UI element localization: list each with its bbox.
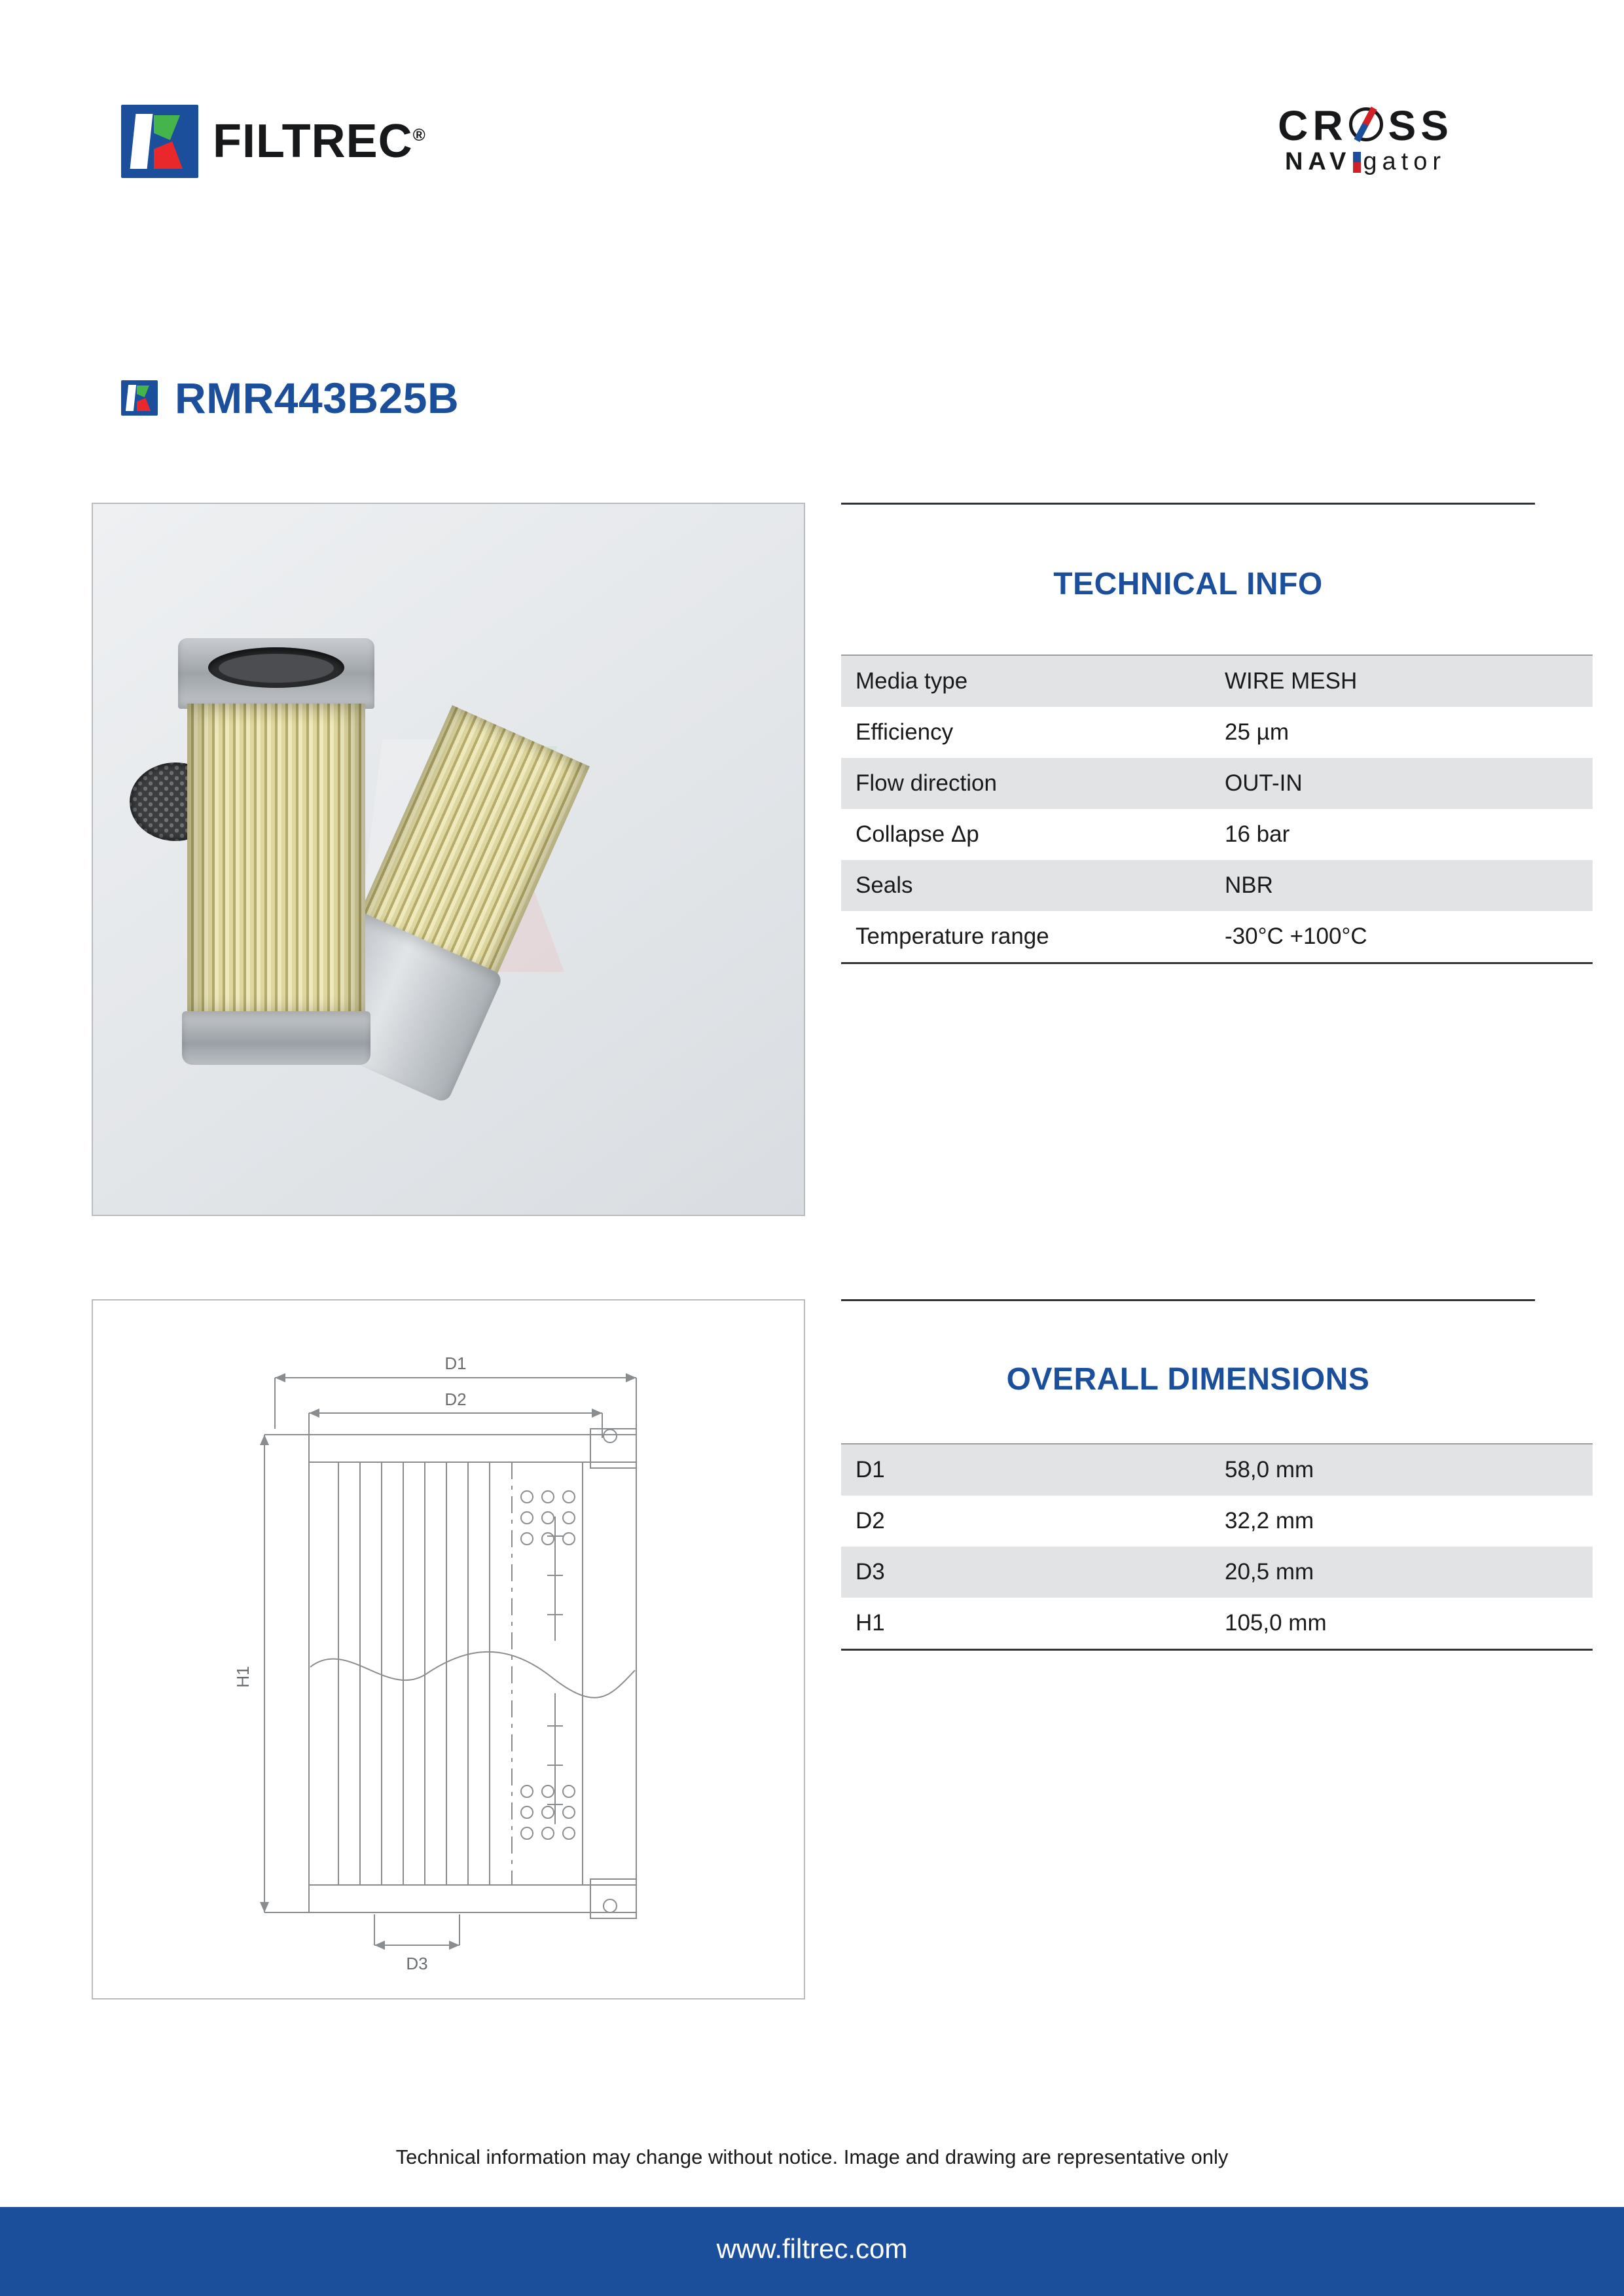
brand-registered-mark: ® (412, 125, 426, 145)
table-row (841, 707, 1593, 758)
drawing-label-d2: D2 (444, 1390, 467, 1409)
footer-bar (0, 2207, 1624, 2296)
brand-name-text: FILTREC (213, 115, 413, 168)
dimensions-heading: OVERALL DIMENSIONS (1006, 1362, 1370, 1397)
tech-key-flow-direction: Flow direction (841, 758, 1210, 809)
table-row (841, 655, 1593, 707)
table-row (841, 860, 1593, 911)
navigator-wordmark (1228, 149, 1503, 174)
filter-element-upright (178, 638, 374, 1067)
table-row (841, 1444, 1593, 1496)
compass-ring-icon (1348, 106, 1388, 147)
drawing-label-d1: D1 (444, 1354, 467, 1373)
dim-value-d1: 58,0 mm (1210, 1444, 1593, 1496)
tech-key-efficiency: Efficiency (856, 719, 954, 745)
tech-value-efficiency: 25 µm (1225, 719, 1289, 745)
tech-key-collapse-dp: Collapse Δp (856, 821, 979, 847)
tech-value-seals: NBR (1210, 860, 1593, 911)
table-row (841, 1496, 1593, 1547)
filtrec-small-logo-icon (121, 380, 158, 416)
brand-name (213, 115, 426, 168)
tech-value-temperature-range: -30°C +100°C (1210, 911, 1593, 963)
filtrec-logo-icon (121, 105, 198, 178)
dim-value-d3: 20,5 mm (1210, 1547, 1593, 1598)
part-number-title: RMR443B25B (175, 374, 460, 422)
compass-needle-icon (1353, 152, 1361, 173)
tech-info-top-rule (841, 503, 1535, 505)
table-row (841, 911, 1593, 963)
dimensions-table (841, 1443, 1593, 1651)
table-row (841, 1598, 1593, 1650)
dim-key-d2: D2 (856, 1508, 885, 1534)
filtrec-logo (121, 105, 426, 178)
tech-info-table (841, 655, 1593, 964)
table-row (841, 758, 1593, 809)
tech-key-seals: Seals (841, 860, 1210, 911)
technical-drawing-svg (93, 1300, 804, 1998)
product-photo (92, 503, 805, 1216)
tech-value-collapse-dp: 16 bar (1225, 821, 1290, 847)
dim-key-d3: D3 (841, 1547, 1210, 1598)
nav-word-part-a: NAV (1284, 148, 1352, 175)
page-header (0, 98, 1624, 229)
footer-disclaimer: Technical information may change without notice. Image and drawing are representative only (395, 2145, 1229, 2168)
tech-key-media-type: Media type (841, 655, 1210, 707)
tech-info-heading: TECHNICAL INFO (1053, 567, 1323, 601)
dim-key-d1: D1 (841, 1444, 1210, 1496)
cross-word-part-b: SS (1388, 102, 1453, 149)
cross-navigator-logo (1228, 102, 1503, 175)
tech-key-temperature-range: Temperature range (841, 911, 1210, 963)
dim-key-h1: H1 (841, 1598, 1210, 1650)
drawing-label-d3: D3 (406, 1954, 428, 1973)
table-row (841, 809, 1593, 860)
nav-word-part-b: gator (1363, 148, 1447, 175)
cross-wordmark (1278, 102, 1453, 149)
dim-value-h1: 105,0 mm (1210, 1598, 1593, 1650)
cross-word-part-a: CR (1278, 102, 1348, 149)
page-title (121, 373, 459, 423)
table-row (841, 1547, 1593, 1598)
drawing-label-h1: H1 (233, 1666, 253, 1688)
tech-value-flow-direction: OUT-IN (1210, 758, 1593, 809)
tech-value-media-type: WIRE MESH (1210, 655, 1593, 707)
dim-value-d2: 32,2 mm (1225, 1508, 1314, 1534)
dimensions-top-rule (841, 1299, 1535, 1301)
technical-drawing (92, 1299, 805, 2000)
footer-url[interactable]: www.filtrec.com (716, 2233, 908, 2264)
